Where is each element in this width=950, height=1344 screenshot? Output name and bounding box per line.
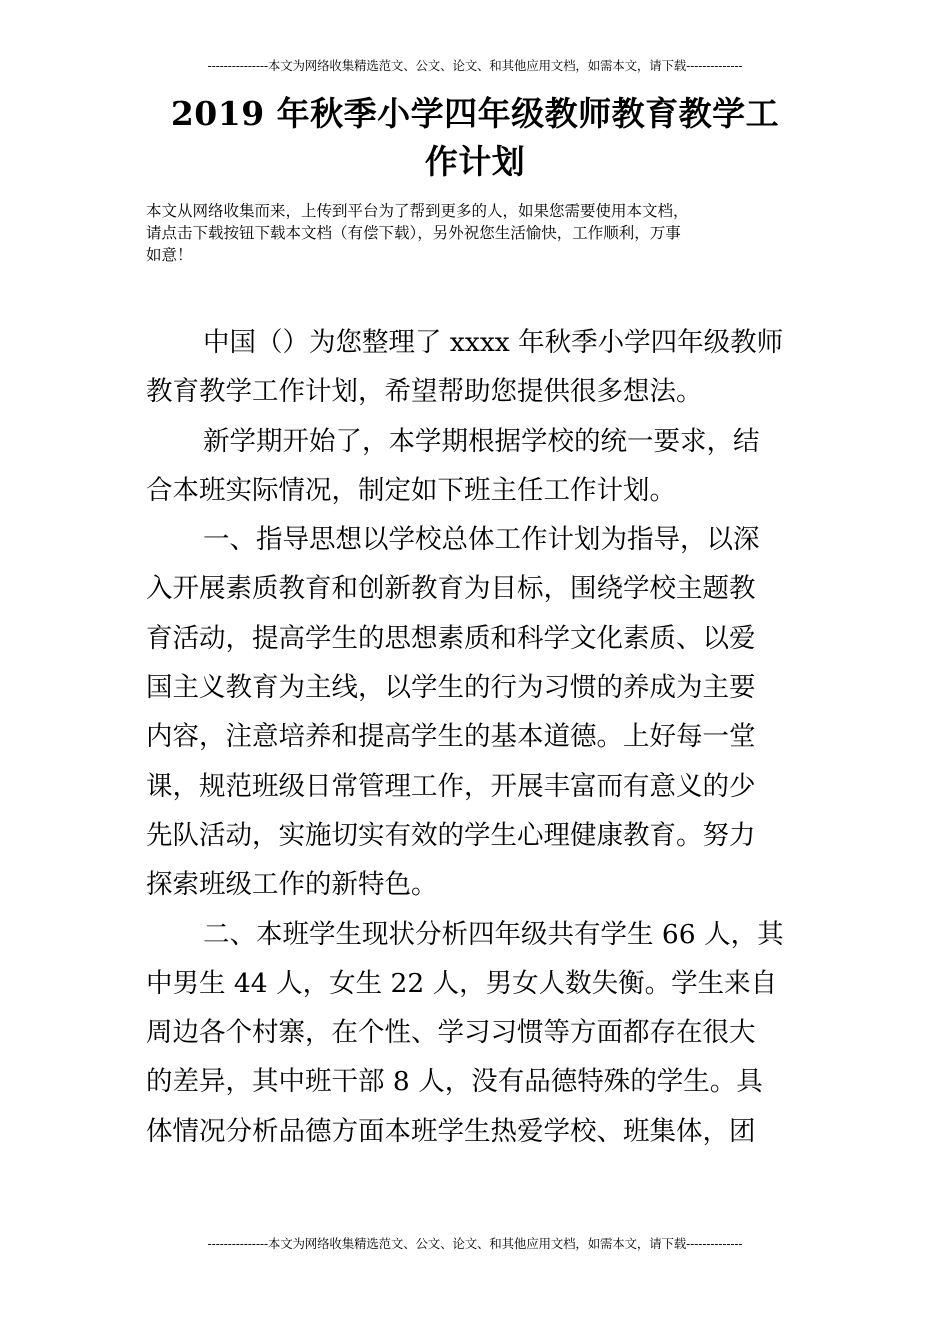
body-line: 先队活动，实施切实有效的学生心理健康教育。努力: [146, 819, 756, 851]
title-line: 作计划: [424, 142, 526, 181]
download-notice: [146, 200, 810, 266]
body-line: 育活动，提高学生的思想素质和科学文化素质、以爱: [146, 622, 756, 654]
title-line: 2019 年秋季小学四年级教师教育教学工: [170, 94, 780, 133]
body-line: 体情况分析品德方面本班学生热爱学校、班集体，团: [146, 1115, 756, 1147]
notice-line: 请点击下载按钮下载本文档（有偿下载），另外祝您生活愉快，工作顺利，万事: [146, 224, 681, 242]
body-line: 中男生 44 人，女生 22 人，男女人数失衡。学生来自: [146, 967, 778, 999]
notice-line: 如意！: [146, 246, 193, 264]
body-line: 教育教学工作计划，希望帮助您提供很多想法。: [146, 376, 703, 408]
body-line: 入开展素质教育和创新教育为目标，围绕学校主题教: [146, 573, 756, 605]
document-title: [140, 90, 810, 186]
document-body: [146, 318, 810, 1156]
body-line: 内容，注意培养和提高学生的基本道德。上好每一堂: [146, 721, 756, 753]
body-line: 中国（）为您整理了 xxxx 年秋季小学四年级教师: [203, 327, 784, 358]
body-line: 的差异，其中班干部 8 人，没有品德特殊的学生。具: [146, 1066, 763, 1098]
body-line: 新学期开始了，本学期根据学校的统一要求，结: [203, 425, 760, 457]
body-line: 周边各个村寨，在个性、学习习惯等方面都存在很大: [146, 1017, 756, 1049]
body-line: 探索班级工作的新特色。: [146, 869, 438, 901]
body-line: 合本班实际情况，制定如下班主任工作计划。: [146, 474, 676, 506]
notice-line: 本文从网络收集而来，上传到平台为了帮到更多的人，如果您需要使用本文档，: [146, 202, 689, 220]
header-banner: ---------------本文为网络收集精选范文、公文、论文、和其他应用文档，如需本文，请下载--------------: [207, 58, 743, 73]
body-line: 二、本班学生现状分析四年级共有学生 66 人，其: [203, 918, 784, 950]
body-line: 一、指导思想以学校总体工作计划为指导，以深: [203, 524, 760, 556]
body-line: 课，规范班级日常管理工作，开展丰富而有意义的少: [146, 770, 756, 802]
body-line: 国主义教育为主线，以学生的行为习惯的养成为主要: [146, 672, 756, 704]
footer-banner: ---------------本文为网络收集精选范文、公文、论文、和其他应用文档，如需本文，请下载--------------: [207, 1236, 743, 1251]
